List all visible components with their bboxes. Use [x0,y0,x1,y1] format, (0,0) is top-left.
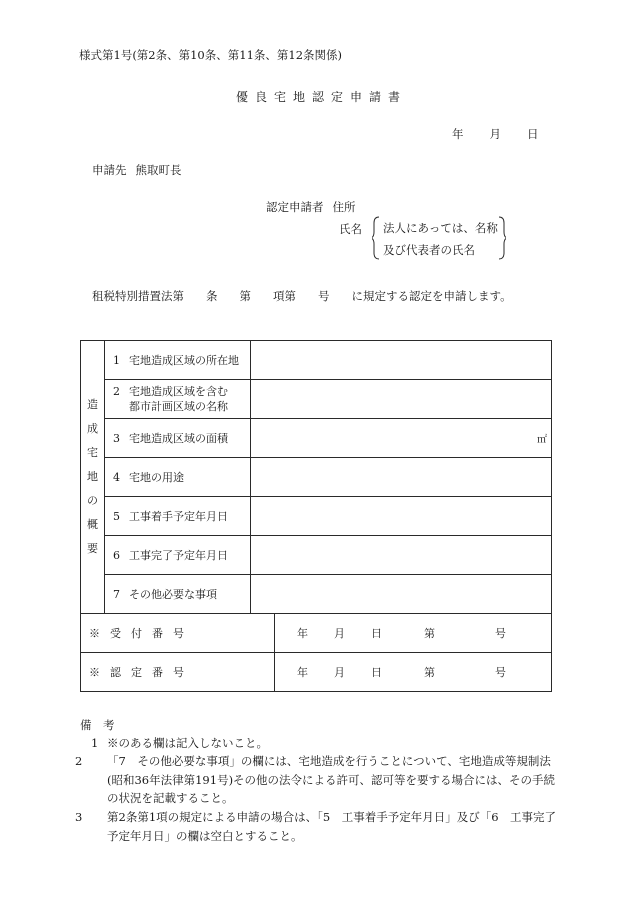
cert-year: 年 [297,666,308,679]
notes-title: 備 考 [80,718,115,732]
item-number: 2 [113,385,120,398]
land-use-field[interactable] [251,458,552,497]
table-row [81,341,552,380]
addressee [92,162,182,178]
start-date-field[interactable] [251,497,552,536]
category-char: の [87,494,98,507]
request-prefix: 租税特別措置法第 [92,289,184,303]
location-field[interactable] [251,341,552,380]
date-year: 年 [452,127,464,141]
certification-number-label: ※認定番号 [81,653,275,692]
category-char: 造 [87,398,98,411]
corp-note-line1: 法人にあっては、名称 [383,221,498,235]
address-label: 住所 [332,200,356,214]
receipt-number-field[interactable] [275,614,552,653]
cert-day: 日 [371,666,382,679]
form-number: 様式第1号(第2条、第10条、第11条、第12条関係) [79,48,343,62]
item-text: 宅地造成区域を含む [129,385,228,398]
request-item: 号 [318,289,330,303]
cert-go: 号 [495,666,506,679]
receipt-month: 月 [334,627,345,640]
table-row [81,419,552,458]
item-label [105,458,251,497]
document-title: 優良宅地認定申請書 [236,90,408,104]
item-text-line2: 都市計画区域の名称 [129,400,228,413]
item-number: 7 [113,587,120,601]
item-label [105,419,251,458]
item-text: 宅地造成区域の所在地 [129,353,239,367]
other-matters-field[interactable] [251,575,552,614]
item-label [105,497,251,536]
completion-date-field[interactable] [251,536,552,575]
category-char: 概 [87,518,98,531]
item-text: その他必要な事項 [129,587,217,601]
receipt-day: 日 [371,627,382,640]
admin-row [81,614,552,653]
corporation-note [372,215,506,261]
item-text: 工事完了予定年月日 [129,548,228,562]
application-date [452,126,539,142]
request-statement [92,288,512,304]
note-item [91,734,268,753]
applicant-label: 認定申請者 [266,200,324,214]
note-item [75,808,562,845]
item-label [105,341,251,380]
note-text: ※のある欄は記入しないこと。 [107,736,268,750]
note-number: 3 [75,810,83,824]
item-number: 5 [113,509,120,523]
area-unit: ㎡ [537,434,547,446]
category-char: 成 [87,422,98,435]
item-number: 4 [113,470,120,484]
receipt-go: 号 [495,627,506,640]
admin-row [81,653,552,692]
item-label [105,380,251,419]
table-row [81,575,552,614]
cert-dai: 第 [424,666,435,679]
item-label [105,536,251,575]
note-number: 2 [75,754,83,768]
table-row [81,497,552,536]
item-text: 宅地の用途 [129,470,184,484]
receipt-year: 年 [297,627,308,640]
request-suffix: に規定する認定を申請します。 [351,289,512,303]
item-label [105,575,251,614]
item-number: 6 [113,548,120,562]
city-planning-area-field[interactable] [251,380,552,419]
receipt-dai: 第 [424,627,435,640]
application-table [80,340,552,692]
item-text: 工事着手予定年月日 [129,509,228,523]
area-field[interactable] [251,419,552,458]
applicant-address-row [266,199,356,215]
date-month: 月 [489,127,501,141]
table-row [81,458,552,497]
note-text: 第2条第1項の規定による申請の場合は、「5 工事着手予定年月日」及び「6 工事完了予定年月日」の欄は空白とすること。 [107,810,557,843]
item-number: 3 [113,431,120,445]
receipt-number-label: ※受付番号 [81,614,275,653]
category-char: 宅 [87,446,98,459]
category-char: 地 [87,470,98,483]
cert-month: 月 [334,666,345,679]
addressee-name: 熊取町長 [135,163,182,177]
category-cell [81,341,105,614]
table-row [81,380,552,419]
note-item [75,752,562,808]
request-article: 条 [206,289,218,303]
note-text: 「7 その他必要な事項」の欄には、宅地造成を行うことについて、宅地造成等規制法(昭和36年法律第191号)その他の法令による許可、認可等を要する場合には、その手続の状況を記載すること。 [107,754,556,805]
addressee-label: 申請先 [92,163,127,177]
certification-number-field[interactable] [275,653,552,692]
request-paragraph-prefix: 第 [239,289,251,303]
category-char: 要 [87,542,98,555]
table-row [81,536,552,575]
date-day: 日 [527,127,539,141]
corp-note-line2: 及び代表者の氏名 [383,243,475,257]
note-number: 1 [91,736,99,750]
item-text: 宅地造成区域の面積 [129,431,228,445]
name-label: 氏名 [339,222,362,236]
request-paragraph: 項第 [273,289,296,303]
item-number: 1 [113,353,120,367]
